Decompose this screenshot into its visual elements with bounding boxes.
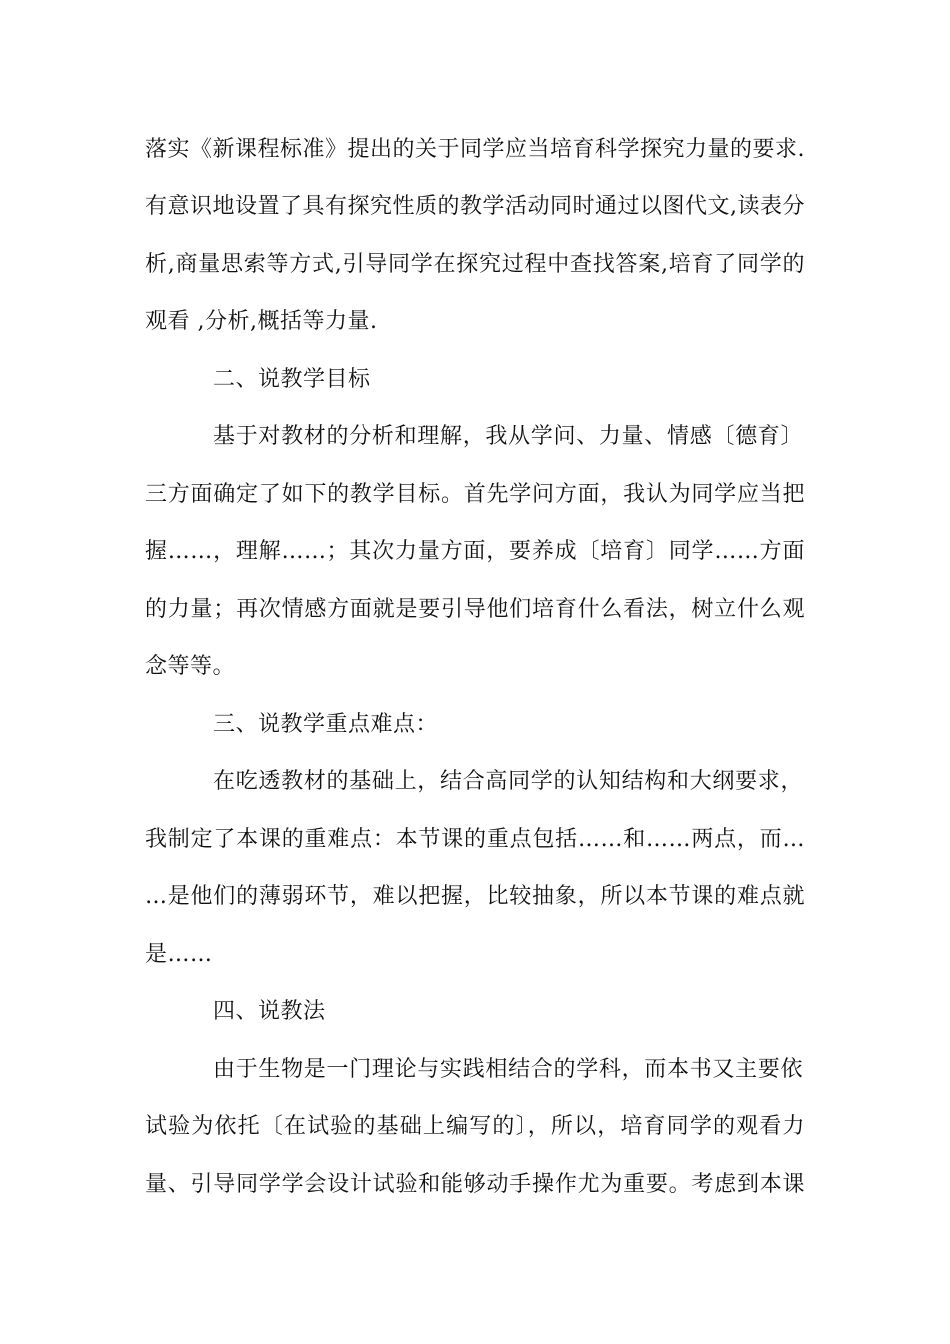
paragraph-1-line-1: 落实《新课程标准》提出的关于同学应当培育科学探究力量的要求. (145, 137, 805, 162)
paragraph-2-line-1: 基于对教材的分析和理解，我从学问、力量、情感〔德育〕 (213, 424, 803, 449)
section-heading-teaching-goals: 二、说教学目标 (213, 367, 371, 392)
paragraph-2-line-5: 念等等。 (145, 654, 236, 679)
paragraph-2-line-4: 的力量；再次情感方面就是要引导他们培育什么看法，树立什么观 (145, 597, 805, 622)
paragraph-4-line-3: 量、引导同学学会设计试验和能够动手操作尤为重要。考虑到本课 (145, 1172, 805, 1197)
paragraph-3-line-1: 在吃透教材的基础上，结合高同学的认知结构和大纲要求， (213, 769, 803, 794)
paragraph-3-line-4: 是…… (145, 942, 213, 967)
paragraph-4-line-1: 由于生物是一门理论与实践相结合的学科，而本书又主要依 (213, 1057, 803, 1082)
section-heading-key-points: 三、说教学重点难点： (213, 712, 439, 737)
paragraph-2-line-3: 握……，理解……；其次力量方面，要养成〔培育〕同学……方面 (145, 539, 805, 564)
paragraph-1-line-3: 析,商量思索等方式,引导同学在探究过程中查找答案,培育了同学的 (145, 252, 805, 277)
paragraph-1-line-2: 有意识地设置了具有探究性质的教学活动同时通过以图代文,读表分 (145, 194, 805, 219)
paragraph-1-line-4: 观看 ,分析,概括等力量. (145, 309, 378, 334)
paragraph-2-line-2: 三方面确定了如下的教学目标。首先学问方面，我认为同学应当把 (145, 482, 805, 507)
paragraph-3-line-3: …是他们的薄弱环节，难以把握，比较抽象，所以本节课的难点就 (145, 884, 805, 909)
paragraph-3-line-2: 我制定了本课的重难点：本节课的重点包括……和……两点，而… (145, 827, 805, 852)
paragraph-4-line-2: 试验为依托〔在试验的基础上编写的〕，所以，培育同学的观看力 (145, 1114, 805, 1139)
section-heading-teaching-method: 四、说教法 (213, 999, 326, 1024)
